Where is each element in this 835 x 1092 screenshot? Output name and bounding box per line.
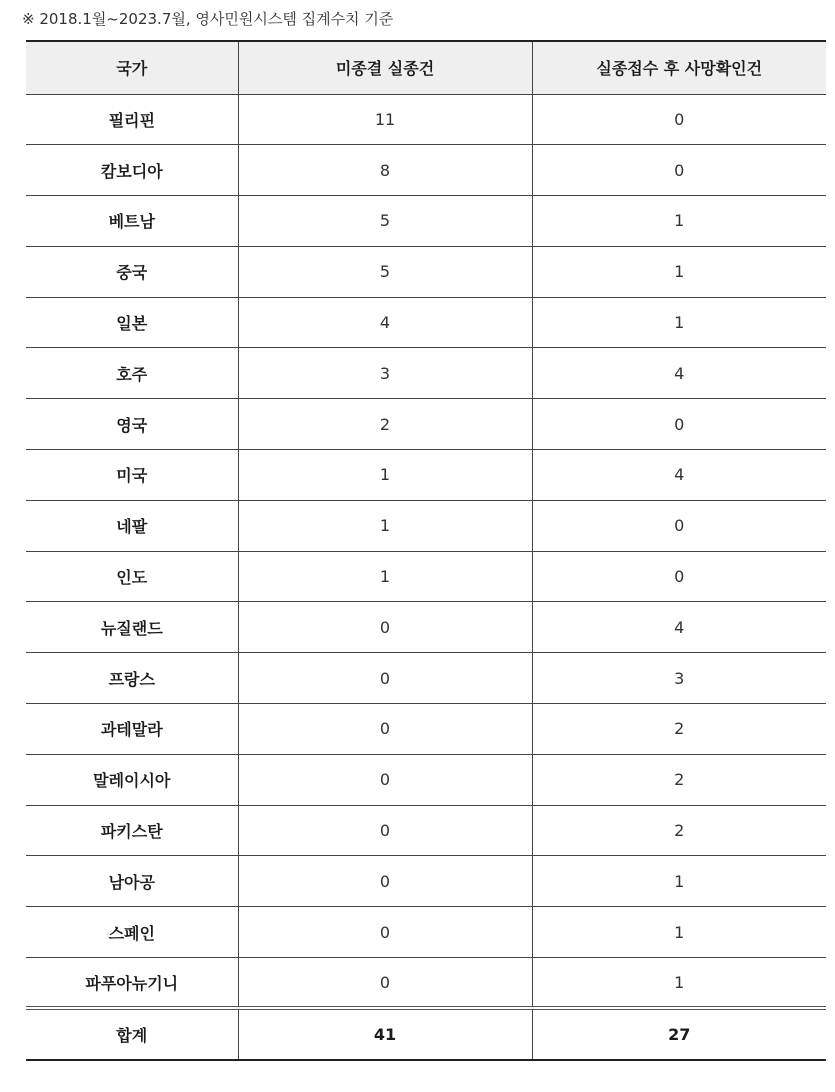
deaths-cell: 2	[532, 805, 826, 856]
total-label: 합계	[26, 1008, 238, 1060]
unresolved-cell: 0	[238, 958, 532, 1009]
country-cell: 캄보디아	[26, 145, 238, 196]
table-row	[26, 246, 826, 297]
table-row	[26, 754, 826, 805]
deaths-cell: 0	[532, 399, 826, 450]
unresolved-cell: 0	[238, 754, 532, 805]
table-row	[26, 805, 826, 856]
unresolved-cell: 5	[238, 196, 532, 247]
unresolved-cell: 8	[238, 145, 532, 196]
source-note: ※ 2018.1월~2023.7월, 영사민원시스템 집계수치 기준	[22, 10, 394, 28]
unresolved-cell: 1	[238, 551, 532, 602]
unresolved-cell: 11	[238, 94, 532, 145]
unresolved-cell: 0	[238, 856, 532, 907]
unresolved-cell: 0	[238, 704, 532, 755]
table-row	[26, 348, 826, 399]
country-cell: 영국	[26, 399, 238, 450]
table-row	[26, 145, 826, 196]
country-cell: 파키스탄	[26, 805, 238, 856]
country-cell: 일본	[26, 297, 238, 348]
unresolved-cell: 0	[238, 602, 532, 653]
table-row	[26, 450, 826, 501]
header-row	[26, 41, 826, 94]
total-unresolved: 41	[238, 1008, 532, 1060]
table-row	[26, 602, 826, 653]
country-cell: 프랑스	[26, 653, 238, 704]
deaths-cell: 2	[532, 704, 826, 755]
unresolved-cell: 4	[238, 297, 532, 348]
total-deaths: 27	[532, 1008, 826, 1060]
header-unresolved: 미종결 실종건	[238, 41, 532, 94]
deaths-cell: 4	[532, 602, 826, 653]
total-row	[26, 1008, 826, 1060]
country-cell: 말레이시아	[26, 754, 238, 805]
table-row	[26, 856, 826, 907]
table-row	[26, 500, 826, 551]
unresolved-cell: 0	[238, 805, 532, 856]
deaths-cell: 1	[532, 196, 826, 247]
table-row	[26, 704, 826, 755]
deaths-cell: 3	[532, 653, 826, 704]
deaths-cell: 2	[532, 754, 826, 805]
country-cell: 미국	[26, 450, 238, 501]
unresolved-cell: 5	[238, 246, 532, 297]
unresolved-cell: 0	[238, 907, 532, 958]
deaths-cell: 0	[532, 551, 826, 602]
country-cell: 뉴질랜드	[26, 602, 238, 653]
table-row	[26, 653, 826, 704]
deaths-cell: 0	[532, 500, 826, 551]
unresolved-cell: 3	[238, 348, 532, 399]
header-deaths: 실종접수 후 사망확인건	[532, 41, 826, 94]
table-row	[26, 297, 826, 348]
table-row	[26, 399, 826, 450]
missing-persons-table	[26, 40, 826, 1061]
country-cell: 인도	[26, 551, 238, 602]
header-country: 국가	[26, 41, 238, 94]
country-cell: 스페인	[26, 907, 238, 958]
country-cell: 베트남	[26, 196, 238, 247]
country-cell: 필리핀	[26, 94, 238, 145]
table-row	[26, 551, 826, 602]
deaths-cell: 1	[532, 856, 826, 907]
unresolved-cell: 0	[238, 653, 532, 704]
table-row	[26, 958, 826, 1009]
country-cell: 호주	[26, 348, 238, 399]
unresolved-cell: 1	[238, 450, 532, 501]
deaths-cell: 1	[532, 297, 826, 348]
unresolved-cell: 2	[238, 399, 532, 450]
table-row	[26, 196, 826, 247]
deaths-cell: 0	[532, 145, 826, 196]
unresolved-cell: 1	[238, 500, 532, 551]
country-cell: 남아공	[26, 856, 238, 907]
deaths-cell: 1	[532, 907, 826, 958]
table-row	[26, 94, 826, 145]
country-cell: 파푸아뉴기니	[26, 958, 238, 1009]
deaths-cell: 4	[532, 450, 826, 501]
deaths-cell: 1	[532, 246, 826, 297]
country-cell: 네팔	[26, 500, 238, 551]
deaths-cell: 1	[532, 958, 826, 1009]
country-cell: 중국	[26, 246, 238, 297]
deaths-cell: 4	[532, 348, 826, 399]
table-row	[26, 907, 826, 958]
country-cell: 과테말라	[26, 704, 238, 755]
deaths-cell: 0	[532, 94, 826, 145]
